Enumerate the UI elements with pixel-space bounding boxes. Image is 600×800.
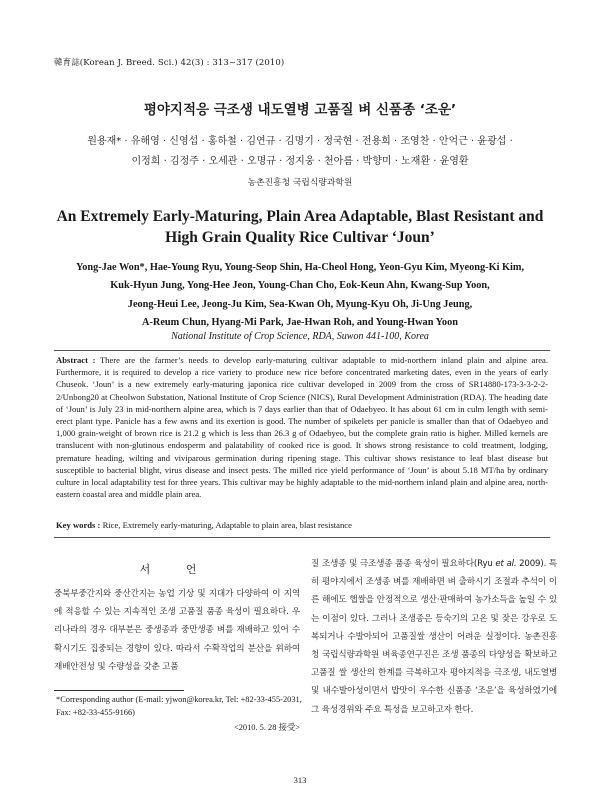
corresponding-author-footnote: *Corresponding author (E-mail: yjwon@korea.kr, Tel: +82-33-455-2031, Fax: +82-33-455-9166): [56, 695, 302, 717]
abstract: [56, 354, 548, 500]
body-right-column: [311, 555, 557, 719]
right-column-text: 질 조생종 및 극조생종 품종 육성이 필요하다(Ryu: [311, 559, 496, 569]
footnote-rule: [54, 690, 184, 691]
keywords-text: Rice, Extremely early-maturing, Adaptable to plain area, blast resistance: [102, 520, 352, 530]
abstract-label: Abstract :: [56, 355, 96, 365]
received-date: <2010. 5. 28 接受>: [234, 723, 300, 732]
title-korean: 평야지적응 극조생 내도열병 고품질 벼 신품종 ‘조운’: [143, 102, 457, 118]
institution-english: National Institute of Crop Science, RDA, Suwon 441-100, Korea: [171, 331, 429, 342]
abstract-bottom-rule: [54, 537, 550, 538]
authors-english: [50, 259, 550, 332]
right-column-citation: et al.: [495, 559, 517, 569]
abstract-text: There are the farmer’s needs to develop early-maturing cultivar adaptable to mid-northern inland plain and alpine area. Furthermore, it is required to develop a rice variety to produce new rice before concentrated marketing dates, even in the years of early Chuseok. ‘Joun’ is a new extremely early-maturing japonica rice cultivar developed in 2009 from the cross of SR14880-173-3-3-2-2-2/Unbong20 at Cheolwon Substation, National Institute of Crop Science (NICS), Rural Development Administration (RDA). The heading date of ‘Joun’ is July 23 in mid-northern alpine area, which is 7 days earlier than that of Odaebyeo. It has about 61 cm in culm length with semi-erect plant type. Panicle has a few awns and its exertion is good. The number of spikelets per panicle is smaller than that of Odaebyeo and 1,000 grain-weight of brown rice is 21.2 g which is less than 26.3 g of Odaebyeo, but the complete grain ratio is higher. Milled kernels are translucent with non-glutinous endosperm and palatability of cooked rice is good. It shows strong resistance to cold treatment, lodging, premature heading, wilting and viviparous germination during ripening stage. This cultivar shows resistance to leaf blast disease but susceptible to bacterial blight, virus disease and insect pests. The milled rice yield performance of ‘Joun’ is about 5.18 MT/ha by ordinary culture in local adaptability test for three years. This cultivar may be highly adaptable to the mid-northern inland plain and alpine area, north-eastern coastal area and middle plain area.: [56, 355, 548, 500]
authors-korean: [60, 132, 540, 172]
title-english: [40, 206, 560, 248]
page-number: 313: [293, 775, 307, 785]
authors-english-line: Jeong-Heui Lee, Jeong-Ju Kim, Sea-Kwan Oh, Myung-Kyu Oh, Ji-Ung Jeung,: [127, 298, 473, 310]
authors-english-line: A-Reum Chun, Hyang-Mi Park, Jae-Hwan Roh, and Young-Hwan Yoon: [142, 316, 458, 328]
journal-header: 韓育誌(Korean J. Breed. Sci.) 42(3) : 313~317 (2010): [54, 58, 285, 68]
title-english-line: High Grain Quality Rice Cultivar ‘Joun’: [165, 229, 435, 246]
title-english-line: An Extremely Early-Maturing, Plain Area Adaptable, Blast Resistant and: [56, 208, 544, 225]
institution-korean: 농촌진흥청 국립식량과학원: [247, 178, 353, 188]
section-heading-introduction: 서 언: [139, 563, 213, 576]
keywords-label: Key words :: [56, 520, 101, 530]
authors-korean-line: 원용재* · 유해영 · 신영섭 · 홍하철 · 김연규 · 김명기 · 정국현 · 전용희 · 조영찬 · 안억근 · 윤광섭 ·: [87, 136, 513, 147]
right-column-text: 2009). 특히 평야지에서 조생종 벼를 재배하면 벼 출하시기 조절과 추석이 이른 해에도 햅쌀을 안정적으로 생산·판매하여 농가소득을 높일 수 있는 이점이 있다. 그러나 조생종은 등숙기의 고온 및 잦은 강우로 도복되거나 수발아되어 고품질쌀 생산이 어려운 실정이다. 농촌진흥청 국립식량과학원 벼육종연구진은 조생 품종의 다양성을 확보하고 고품질 쌀 생산의 한계를 극복하고자 평야지적응 극조생, 내도열병 및 내수발아성이면서 밥맛이 우수한 신품종 ‘조운’을 육성하였기에 그 육성경위와 주요 특성을 보고하고자 한다.: [311, 559, 558, 715]
authors-korean-line: 이정희 · 김정주 · 오세관 · 오명규 · 정지웅 · 천아름 · 박향미 · 노재환 · 윤영환: [131, 156, 469, 167]
abstract-top-rule: [54, 350, 550, 351]
authors-english-line: Yong-Jae Won*, Hae-Young Ryu, Young-Seop Shin, Ha-Cheol Hong, Yeon-Gyu Kim, Myeong-Ki Kim,: [75, 262, 525, 273]
keywords: [56, 520, 548, 530]
authors-english-line: Kuk-Hyun Jung, Yong-Hee Jeon, Young-Chan Cho, Eok-Keun Ahn, Kwang-Sup Yoon,: [110, 280, 490, 292]
body-left-column: 중북부중간지와 중산간지는 농업 기상 및 지대가 다양하여 이 지역에 적응할 수 있는 지속적인 조생 고품질 품종 육성이 필요하다. 우리나라의 경우 대부분은 중생종과 중만생종 벼를 재배하고 있어 수확시기도 집중되는 경향이 있다. 따라서 수확작업의 분산을 위하여 재배안전성 및 수량성을 갖춘 고품: [54, 589, 300, 672]
